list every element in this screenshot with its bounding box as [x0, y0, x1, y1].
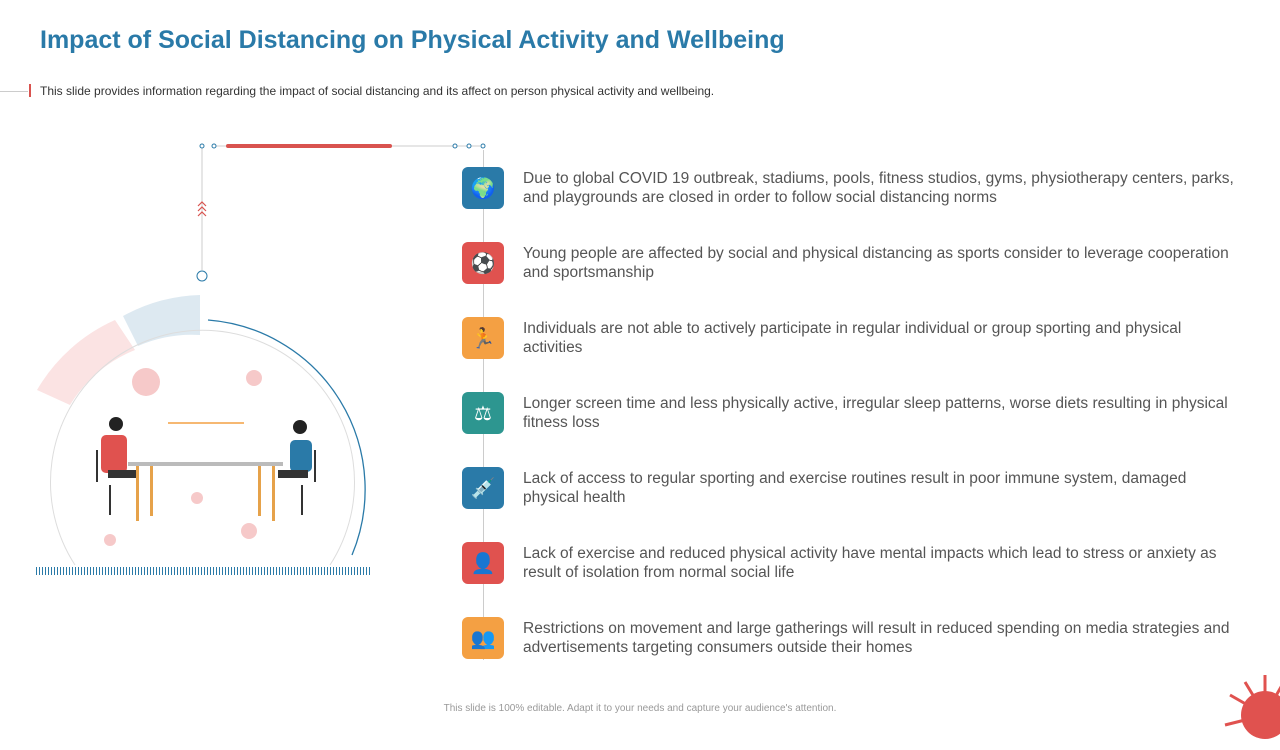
- divider: [0, 91, 28, 92]
- social-distancing-illustration: [0, 130, 500, 590]
- stressed-person-icon: [462, 542, 504, 584]
- virus-icon: [1220, 670, 1280, 750]
- globe-icon: [462, 167, 504, 209]
- list-item: [462, 467, 1262, 511]
- icon-glyph: 🏃: [470, 327, 496, 350]
- item-text: Young people are affected by social and physical distancing as sports consider to leverage cooperation and sportsmanship: [523, 245, 1229, 281]
- patient-injection-icon: [462, 467, 504, 509]
- accent-bar: [29, 84, 31, 97]
- item-text: Lack of access to regular sporting and exercise routines result in poor immune system, damaged physical health: [523, 470, 1187, 506]
- list-item: [462, 242, 1262, 286]
- item-text: Due to global COVID 19 outbreak, stadiums, pools, fitness studios, gyms, physiotherapy centers, parks, and playgrounds are closed in order to follow social distancing norms: [523, 170, 1234, 206]
- item-text: Restrictions on movement and large gatherings will result in reduced spending on media strategies and advertisements targeting consumers outside their homes: [523, 620, 1230, 656]
- list-item: [462, 317, 1262, 361]
- hands-ball-icon: [462, 242, 504, 284]
- list-item: [462, 167, 1262, 211]
- page-title: Impact of Social Distancing on Physical Activity and Wellbeing: [40, 26, 785, 54]
- icon-glyph: ⚽: [470, 252, 496, 275]
- weight-scale-icon: [462, 392, 504, 434]
- running-person-icon: [462, 317, 504, 359]
- icon-glyph: 👥: [470, 627, 496, 650]
- icon-glyph: 💉: [470, 477, 496, 500]
- footer-note: This slide is 100% editable. Adapt it to your needs and capture your audience's attention.: [443, 703, 837, 714]
- icon-glyph: 👤: [470, 552, 496, 575]
- item-text: Longer screen time and less physically active, irregular sleep patterns, worse diets resulting in physical fitness loss: [523, 395, 1228, 431]
- item-text: Individuals are not able to actively participate in regular individual or group sporting and physical activities: [523, 320, 1182, 356]
- icon-glyph: 🌍: [470, 177, 496, 200]
- list-item: [462, 542, 1262, 586]
- list-item: [462, 392, 1262, 436]
- audience-idea-icon: [462, 617, 504, 659]
- icon-glyph: ⚖: [474, 402, 492, 425]
- page-subtitle: This slide provides information regarding the impact of social distancing and its affect on person physical activity and wellbeing.: [40, 84, 715, 98]
- item-text: Lack of exercise and reduced physical activity have mental impacts which lead to stress or anxiety as result of isolation from normal social life: [523, 545, 1217, 581]
- list-item: [462, 617, 1262, 661]
